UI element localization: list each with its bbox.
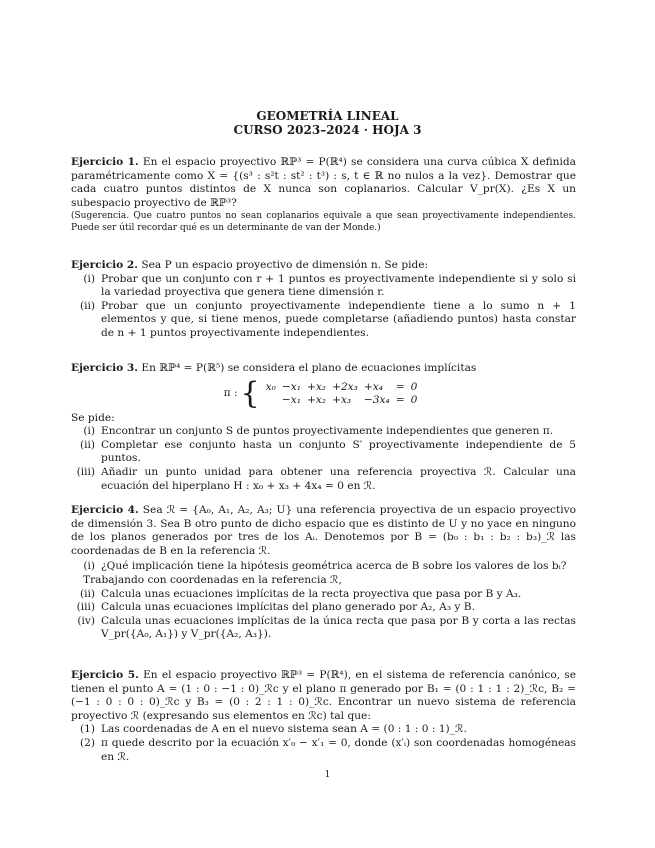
exercise-3-intro-line [71, 362, 576, 376]
left-brace-icon: { [240, 375, 260, 411]
item-text: Calcula unas ecuaciones implícitas de la recta proyectiva que pasa por B y A₃. [101, 587, 522, 600]
exercise-3-items [71, 425, 576, 493]
term: +x₃ [332, 393, 352, 406]
exercise-2 [71, 259, 576, 341]
term: 0 [410, 393, 418, 406]
page-number: 1 [324, 770, 331, 780]
exercise-1-hint: (Sugerencia. Que cuatro puntos no sean coplanarios equivale a que sean proyectivamente independientes. Puede ser útil recordar qué es un determinante de van der Monde.) [71, 211, 576, 234]
item-text: Añadir un punto unidad para obtener una referencia proyectiva ℛ. Calcular una ecuación del hiperplano H : x₀ + x₃ + 4x₄ = 0 en ℛ. [101, 465, 576, 492]
exercise-4-body [71, 504, 576, 558]
equation-row [266, 381, 424, 394]
item-text: Encontrar un conjunto S de puntos proyectivamente independientes que generen π. [101, 425, 554, 438]
item-text: Las coordenadas de A en el nuevo sistema sean A = (0 : 1 : 0 : 1)_ℛ. [101, 723, 467, 736]
document-subtitle: CURSO 2023–2024 · HOJA 3 [233, 123, 422, 137]
item-text: Probar que un conjunto proyectivamente independiente tiene a lo sumo n + 1 elementos y que, si tiene menos, puede completarse (añadiendo puntos) hasta constar de n + 1 puntos proyectivamente independientes. [101, 299, 576, 339]
item-text: Probar que un conjunto con r + 1 puntos es proyectivamente independiente si y solo si la variedad proyectiva que genera tiene dimensión r. [101, 272, 576, 299]
exercise-3-after: Se pide: [71, 411, 115, 424]
item-number: (ii) [79, 587, 95, 600]
exercise-5 [71, 669, 576, 764]
list-item [71, 615, 576, 642]
item-number: (i) [83, 425, 95, 438]
document-title: GEOMETRÍA LINEAL [256, 109, 399, 123]
item-number: (i) [83, 272, 95, 285]
equation-system [71, 375, 576, 411]
item-text: Completar ese conjunto hasta un conjunto S′ proyectivamente independiente de 5 puntos. [101, 438, 576, 465]
item-text: Calcula unas ecuaciones implícitas de la única recta que pasa por B y corta a las rectas V_pr({A₀, A₁}) y V_pr({A₂, A₃}). [101, 614, 576, 641]
equation-row [266, 394, 424, 407]
item-text: π quede descrito por la ecuación x′₀ − x′₁ = 0, donde (x′ᵢ) son coordenadas homogéneas en ℛ. [101, 736, 576, 763]
exercise-3-intro: En ℝℙ⁴ = P(ℝ⁵) se considera el plano de ecuaciones implícitas [141, 362, 477, 374]
term: +x₄ [363, 380, 384, 393]
exercise-2-intro: Sea P un espacio proyectivo de dimensión n. Se pide: [141, 259, 429, 271]
exercise-2-items [71, 273, 576, 341]
item-number: (1) [79, 723, 95, 736]
exercise-5-label: Ejercicio 5. [71, 669, 139, 681]
list-item [71, 466, 576, 493]
term: −3x₄ [363, 393, 390, 406]
item-number: (2) [79, 736, 95, 749]
term: x₀ [265, 380, 276, 393]
item-text: Calcula unas ecuaciones implícitas del plano generado por A₂, A₃ y B. [101, 601, 475, 614]
list-item [71, 723, 576, 737]
exercise-5-text: En el espacio proyectivo ℝℙ³ = P(ℝ⁴), en el sistema de referencia canónico, se tienen el punto A = (1 : 0 : −1 : 0)_ℛc y el plano π generado por B₁ = (0 : 1 : 1 : 2)_ℛc, B₂ = (−1 : 0 : 0 : 0)_ℛc y B₃ = (0 : 2 : 1 : 0)_ℛc. Encontrar un nuevo sistema de referencia proyectivo ℛ (expresando sus elementos en ℛc) tal que: [71, 669, 576, 722]
item-number: (ii) [79, 438, 95, 451]
exercise-4-item-i [71, 560, 576, 574]
term: = [395, 393, 405, 406]
exercise-2-label: Ejercicio 2. [71, 259, 138, 271]
exercise-4 [71, 504, 576, 642]
term: −x₁ [281, 393, 301, 406]
exercise-4-text: Sea ℛ = {A₀, A₁, A₂, A₃; U} una referencia proyectiva de un espacio proyectivo de dimensión 3. Sea B otro punto de dicho espacio que es distinto de U y no yace en ninguno de los planos generados por tres de los Aᵢ. Denotemos por B = (b₀ : b₁ : b₂ : b₃)_ℛ las coordenadas de B en la referencia ℛ. [71, 504, 576, 557]
term: +2x₃ [332, 380, 358, 393]
item-number: (iii) [76, 465, 95, 478]
item-number: (iii) [76, 601, 95, 614]
list-item [71, 737, 576, 764]
list-item [71, 439, 576, 466]
item-number: (i) [83, 560, 95, 573]
exercise-4-label: Ejercicio 4. [71, 504, 139, 516]
exercise-1-label: Ejercicio 1. [71, 156, 139, 168]
term [266, 394, 282, 407]
system-lead: π : [223, 386, 238, 399]
exercise-1-text: En el espacio proyectivo ℝℙ³ = P(ℝ⁴) se considera una curva cúbica X definida paramétricamente como X = {(s³ : s²t : st² : t³) : s, t ∈ ℝ no nulos a la vez}. Demostrar que cada cuatro puntos distintos de X nunca son coplanarios. Calcular V_pr(X). ¿Es X un subespacio proyectivo de ℝℙ³? [71, 156, 576, 209]
exercise-5-items [71, 723, 576, 764]
exercise-4-items [71, 588, 576, 642]
list-item [71, 601, 576, 615]
exercise-1 [71, 156, 576, 234]
term: +x₂ [306, 380, 327, 393]
equation-table [266, 381, 424, 407]
exercise-3 [71, 362, 576, 493]
exercise-4-middle: Trabajando con coordenadas en la referencia ℛ, [83, 573, 342, 586]
list-item [71, 425, 576, 439]
term: −x₁ [281, 380, 301, 393]
exercise-5-body [71, 669, 576, 723]
term: 0 [410, 380, 418, 393]
item-number: (iv) [77, 614, 95, 627]
list-item [71, 588, 576, 602]
list-item [71, 560, 576, 574]
item-number: (ii) [79, 299, 95, 312]
item-text: ¿Qué implicación tiene la hipótesis geométrica acerca de B sobre los valores de los bᵢ? [101, 560, 567, 573]
list-item [71, 300, 576, 341]
exercise-2-intro-line [71, 259, 576, 273]
exercise-1-body [71, 156, 576, 210]
term: = [395, 380, 405, 393]
term: +x₂ [306, 393, 327, 406]
exercise-3-label: Ejercicio 3. [71, 362, 138, 374]
list-item [71, 273, 576, 300]
